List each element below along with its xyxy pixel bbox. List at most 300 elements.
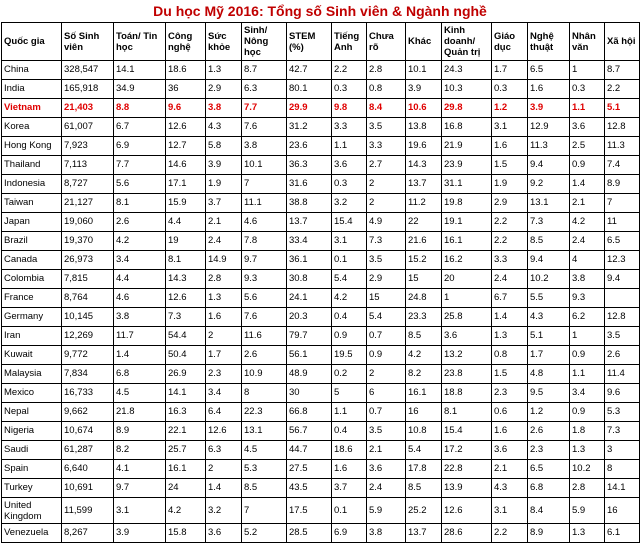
value-cell: 7.3 bbox=[605, 422, 640, 441]
value-cell: 16.1 bbox=[166, 460, 206, 479]
column-header: Công nghệ bbox=[166, 23, 206, 61]
column-header: Giáo dục bbox=[492, 23, 528, 61]
table-row bbox=[2, 156, 640, 175]
value-cell: 0.1 bbox=[332, 251, 367, 270]
country-cell: Nigeria bbox=[2, 422, 62, 441]
value-cell: 9.7 bbox=[242, 251, 287, 270]
table-header-row bbox=[2, 23, 640, 61]
value-cell: 1 bbox=[442, 289, 492, 308]
value-cell: 8.7 bbox=[242, 61, 287, 80]
country-cell: Korea bbox=[2, 118, 62, 137]
country-cell: Canada bbox=[2, 251, 62, 270]
value-cell: 7,113 bbox=[62, 156, 114, 175]
value-cell: 24.3 bbox=[442, 61, 492, 80]
value-cell: 6.5 bbox=[528, 460, 570, 479]
value-cell: 3.1 bbox=[332, 232, 367, 251]
value-cell: 1.8 bbox=[570, 422, 605, 441]
value-cell: 34.9 bbox=[114, 80, 166, 99]
value-cell: 14.1 bbox=[166, 384, 206, 403]
value-cell: 4.2 bbox=[166, 498, 206, 524]
value-cell: 4.4 bbox=[114, 270, 166, 289]
value-cell: 6,640 bbox=[62, 460, 114, 479]
value-cell: 4.1 bbox=[114, 460, 166, 479]
value-cell: 28.5 bbox=[287, 524, 332, 543]
value-cell: 16 bbox=[406, 403, 442, 422]
value-cell: 23.9 bbox=[442, 156, 492, 175]
country-cell: Brazil bbox=[2, 232, 62, 251]
value-cell: 3.4 bbox=[206, 384, 242, 403]
value-cell: 8,727 bbox=[62, 175, 114, 194]
value-cell: 1.6 bbox=[492, 422, 528, 441]
value-cell: 10.8 bbox=[406, 422, 442, 441]
value-cell: 56.7 bbox=[287, 422, 332, 441]
value-cell: 21.6 bbox=[406, 232, 442, 251]
country-cell: China bbox=[2, 61, 62, 80]
value-cell: 2.1 bbox=[367, 441, 406, 460]
value-cell: 24.8 bbox=[406, 289, 442, 308]
country-cell: Thailand bbox=[2, 156, 62, 175]
value-cell: 10,674 bbox=[62, 422, 114, 441]
value-cell: 4.3 bbox=[528, 308, 570, 327]
value-cell: 2.9 bbox=[206, 80, 242, 99]
value-cell: 23.3 bbox=[406, 308, 442, 327]
value-cell: 10,145 bbox=[62, 308, 114, 327]
value-cell: 2.6 bbox=[242, 346, 287, 365]
value-cell: 26,973 bbox=[62, 251, 114, 270]
value-cell: 1.1 bbox=[570, 99, 605, 118]
table-row bbox=[2, 175, 640, 194]
value-cell: 7 bbox=[605, 194, 640, 213]
value-cell: 15.9 bbox=[166, 194, 206, 213]
value-cell: 8.2 bbox=[114, 441, 166, 460]
value-cell: 31.1 bbox=[442, 175, 492, 194]
country-cell: India bbox=[2, 80, 62, 99]
value-cell: 5.4 bbox=[367, 308, 406, 327]
value-cell: 2 bbox=[367, 194, 406, 213]
value-cell: 3.6 bbox=[570, 118, 605, 137]
country-cell: Saudi bbox=[2, 441, 62, 460]
country-cell: Vietnam bbox=[2, 99, 62, 118]
value-cell: 2.8 bbox=[570, 479, 605, 498]
value-cell: 13.8 bbox=[406, 118, 442, 137]
value-cell: 3.5 bbox=[605, 327, 640, 346]
value-cell: 1.4 bbox=[206, 479, 242, 498]
column-header: Sức khỏe bbox=[206, 23, 242, 61]
value-cell: 6.8 bbox=[114, 365, 166, 384]
value-cell: 3.9 bbox=[206, 156, 242, 175]
value-cell: 16.8 bbox=[442, 118, 492, 137]
value-cell: 21.8 bbox=[114, 403, 166, 422]
value-cell: 2 bbox=[367, 365, 406, 384]
value-cell: 6.9 bbox=[332, 524, 367, 543]
value-cell: 0.9 bbox=[570, 156, 605, 175]
value-cell: 8.8 bbox=[114, 99, 166, 118]
value-cell: 12.9 bbox=[528, 118, 570, 137]
value-cell: 27.5 bbox=[287, 460, 332, 479]
value-cell: 10,691 bbox=[62, 479, 114, 498]
value-cell: 6.8 bbox=[528, 479, 570, 498]
country-cell: Turkey bbox=[2, 479, 62, 498]
value-cell: 23.6 bbox=[287, 137, 332, 156]
value-cell: 8 bbox=[605, 460, 640, 479]
value-cell: 21.9 bbox=[442, 137, 492, 156]
value-cell: 0.4 bbox=[332, 308, 367, 327]
column-header: Nhân văn bbox=[570, 23, 605, 61]
value-cell: 8.5 bbox=[406, 327, 442, 346]
value-cell: 2.3 bbox=[492, 384, 528, 403]
value-cell: 19.1 bbox=[442, 213, 492, 232]
value-cell: 14.3 bbox=[406, 156, 442, 175]
value-cell: 4.6 bbox=[242, 213, 287, 232]
value-cell: 11 bbox=[605, 213, 640, 232]
value-cell: 80.1 bbox=[287, 80, 332, 99]
value-cell: 79.7 bbox=[287, 327, 332, 346]
value-cell: 16.3 bbox=[166, 403, 206, 422]
table-row bbox=[2, 270, 640, 289]
value-cell: 1.3 bbox=[206, 61, 242, 80]
table-row bbox=[2, 251, 640, 270]
value-cell: 3.9 bbox=[406, 80, 442, 99]
value-cell: 1.3 bbox=[570, 441, 605, 460]
table-row bbox=[2, 308, 640, 327]
value-cell: 1.4 bbox=[492, 308, 528, 327]
value-cell: 0.1 bbox=[332, 498, 367, 524]
column-header: Chưa rõ bbox=[367, 23, 406, 61]
value-cell: 1.4 bbox=[570, 175, 605, 194]
value-cell: 30.8 bbox=[287, 270, 332, 289]
value-cell: 3.3 bbox=[367, 137, 406, 156]
value-cell: 8.5 bbox=[242, 479, 287, 498]
value-cell: 14.3 bbox=[166, 270, 206, 289]
value-cell: 0.6 bbox=[492, 403, 528, 422]
value-cell: 13.7 bbox=[406, 524, 442, 543]
value-cell: 14.9 bbox=[206, 251, 242, 270]
value-cell: 11.3 bbox=[528, 137, 570, 156]
value-cell: 36.1 bbox=[287, 251, 332, 270]
value-cell: 36 bbox=[166, 80, 206, 99]
value-cell: 7.3 bbox=[367, 232, 406, 251]
value-cell: 1.1 bbox=[570, 365, 605, 384]
value-cell: 14.1 bbox=[114, 61, 166, 80]
value-cell: 16 bbox=[605, 498, 640, 524]
value-cell: 61,007 bbox=[62, 118, 114, 137]
value-cell: 6.2 bbox=[570, 308, 605, 327]
value-cell: 12.8 bbox=[605, 308, 640, 327]
value-cell: 16.1 bbox=[406, 384, 442, 403]
value-cell: 6.3 bbox=[242, 80, 287, 99]
value-cell: 7,815 bbox=[62, 270, 114, 289]
value-cell: 3.5 bbox=[367, 118, 406, 137]
value-cell: 5.1 bbox=[605, 99, 640, 118]
students-table bbox=[1, 22, 640, 543]
table-row bbox=[2, 99, 640, 118]
value-cell: 19,370 bbox=[62, 232, 114, 251]
value-cell: 7.3 bbox=[166, 308, 206, 327]
value-cell: 15 bbox=[406, 270, 442, 289]
value-cell: 33.4 bbox=[287, 232, 332, 251]
table-row bbox=[2, 232, 640, 251]
value-cell: 3.6 bbox=[492, 441, 528, 460]
country-cell: Germany bbox=[2, 308, 62, 327]
value-cell: 1.1 bbox=[332, 137, 367, 156]
value-cell: 23.8 bbox=[442, 365, 492, 384]
value-cell: 18.8 bbox=[442, 384, 492, 403]
value-cell: 1.4 bbox=[114, 346, 166, 365]
table-row bbox=[2, 441, 640, 460]
value-cell: 8.1 bbox=[166, 251, 206, 270]
value-cell: 2.2 bbox=[492, 232, 528, 251]
value-cell: 2.2 bbox=[605, 80, 640, 99]
value-cell: 9.3 bbox=[570, 289, 605, 308]
country-cell: Venezuela bbox=[2, 524, 62, 543]
table-row bbox=[2, 327, 640, 346]
value-cell: 3.6 bbox=[332, 156, 367, 175]
column-header: Khác bbox=[406, 23, 442, 61]
value-cell: 2.4 bbox=[492, 270, 528, 289]
value-cell: 19 bbox=[166, 232, 206, 251]
value-cell: 1.7 bbox=[528, 346, 570, 365]
value-cell: 19.5 bbox=[332, 346, 367, 365]
value-cell: 5.4 bbox=[406, 441, 442, 460]
value-cell: 29.9 bbox=[287, 99, 332, 118]
value-cell: 54.4 bbox=[166, 327, 206, 346]
value-cell: 17.5 bbox=[287, 498, 332, 524]
value-cell: 6.7 bbox=[114, 118, 166, 137]
value-cell: 31.6 bbox=[287, 175, 332, 194]
value-cell: 0.9 bbox=[332, 327, 367, 346]
value-cell: 22.3 bbox=[242, 403, 287, 422]
value-cell: 165,918 bbox=[62, 80, 114, 99]
value-cell: 2.8 bbox=[206, 270, 242, 289]
value-cell: 0.3 bbox=[332, 80, 367, 99]
value-cell: 12,269 bbox=[62, 327, 114, 346]
table-row bbox=[2, 80, 640, 99]
value-cell: 328,547 bbox=[62, 61, 114, 80]
value-cell: 8.4 bbox=[367, 99, 406, 118]
column-header: Toán/ Tin học bbox=[114, 23, 166, 61]
table-row bbox=[2, 365, 640, 384]
value-cell: 0.9 bbox=[570, 403, 605, 422]
value-cell: 8,267 bbox=[62, 524, 114, 543]
value-cell: 43.5 bbox=[287, 479, 332, 498]
value-cell: 3.7 bbox=[206, 194, 242, 213]
value-cell: 11.3 bbox=[605, 137, 640, 156]
value-cell: 15.4 bbox=[332, 213, 367, 232]
value-cell: 13.2 bbox=[442, 346, 492, 365]
value-cell: 3.8 bbox=[570, 270, 605, 289]
value-cell: 11.6 bbox=[242, 327, 287, 346]
value-cell: 9.4 bbox=[528, 251, 570, 270]
value-cell: 6 bbox=[367, 384, 406, 403]
value-cell: 1.6 bbox=[206, 308, 242, 327]
value-cell: 6.4 bbox=[206, 403, 242, 422]
value-cell: 22 bbox=[406, 213, 442, 232]
value-cell: 7,834 bbox=[62, 365, 114, 384]
country-cell: Taiwan bbox=[2, 194, 62, 213]
value-cell: 1.9 bbox=[492, 175, 528, 194]
value-cell: 24 bbox=[166, 479, 206, 498]
value-cell: 29.8 bbox=[442, 99, 492, 118]
value-cell: 61,287 bbox=[62, 441, 114, 460]
value-cell: 9.7 bbox=[114, 479, 166, 498]
value-cell: 15.4 bbox=[442, 422, 492, 441]
value-cell: 2.9 bbox=[492, 194, 528, 213]
value-cell: 19,060 bbox=[62, 213, 114, 232]
value-cell: 4.6 bbox=[114, 289, 166, 308]
value-cell: 42.7 bbox=[287, 61, 332, 80]
value-cell: 0.7 bbox=[367, 403, 406, 422]
value-cell: 2.3 bbox=[528, 441, 570, 460]
column-header: Quốc gia bbox=[2, 23, 62, 61]
value-cell: 7.6 bbox=[242, 118, 287, 137]
value-cell: 2 bbox=[206, 460, 242, 479]
value-cell: 6.7 bbox=[492, 289, 528, 308]
value-cell: 24.1 bbox=[287, 289, 332, 308]
value-cell: 3.8 bbox=[242, 137, 287, 156]
value-cell: 10.1 bbox=[406, 61, 442, 80]
value-cell: 10.1 bbox=[242, 156, 287, 175]
value-cell: 15.2 bbox=[406, 251, 442, 270]
value-cell: 3.3 bbox=[492, 251, 528, 270]
value-cell: 13.7 bbox=[287, 213, 332, 232]
value-cell: 12.3 bbox=[605, 251, 640, 270]
value-cell: 2.9 bbox=[367, 270, 406, 289]
value-cell: 2.4 bbox=[570, 232, 605, 251]
value-cell: 7.6 bbox=[242, 308, 287, 327]
value-cell: 8.4 bbox=[528, 498, 570, 524]
value-cell: 0.2 bbox=[332, 365, 367, 384]
table-row bbox=[2, 403, 640, 422]
value-cell: 2.2 bbox=[492, 524, 528, 543]
table-row bbox=[2, 194, 640, 213]
value-cell: 8.2 bbox=[406, 365, 442, 384]
column-header: Số Sinh viên bbox=[62, 23, 114, 61]
value-cell: 8 bbox=[242, 384, 287, 403]
value-cell: 3.6 bbox=[442, 327, 492, 346]
value-cell: 8.1 bbox=[114, 194, 166, 213]
value-cell: 1.7 bbox=[206, 346, 242, 365]
value-cell: 12.6 bbox=[206, 422, 242, 441]
value-cell: 4.3 bbox=[492, 479, 528, 498]
value-cell: 6.3 bbox=[206, 441, 242, 460]
country-cell: United Kingdom bbox=[2, 498, 62, 524]
value-cell: 3.1 bbox=[492, 498, 528, 524]
column-header: Sinh/ Nông học bbox=[242, 23, 287, 61]
table-row bbox=[2, 422, 640, 441]
value-cell: 5.6 bbox=[242, 289, 287, 308]
value-cell: 12.6 bbox=[166, 289, 206, 308]
value-cell: 2 bbox=[206, 327, 242, 346]
value-cell: 15 bbox=[367, 289, 406, 308]
page-title: Du học Mỹ 2016: Tổng số Sinh viên & Ngành nghề bbox=[153, 3, 487, 19]
value-cell: 17.2 bbox=[442, 441, 492, 460]
value-cell: 8.7 bbox=[605, 61, 640, 80]
value-cell: 16.2 bbox=[442, 251, 492, 270]
value-cell: 3.4 bbox=[570, 384, 605, 403]
value-cell: 3.6 bbox=[206, 524, 242, 543]
value-cell: 2.1 bbox=[206, 213, 242, 232]
value-cell: 7.8 bbox=[242, 232, 287, 251]
value-cell: 20.3 bbox=[287, 308, 332, 327]
value-cell: 10.9 bbox=[242, 365, 287, 384]
value-cell: 3.2 bbox=[332, 194, 367, 213]
value-cell: 3.3 bbox=[332, 118, 367, 137]
value-cell: 11.7 bbox=[114, 327, 166, 346]
value-cell: 2.4 bbox=[206, 232, 242, 251]
value-cell: 4.2 bbox=[570, 213, 605, 232]
value-cell: 2.7 bbox=[367, 156, 406, 175]
value-cell: 21,403 bbox=[62, 99, 114, 118]
value-cell: 30 bbox=[287, 384, 332, 403]
column-header: Tiếng Anh bbox=[332, 23, 367, 61]
country-cell: Iran bbox=[2, 327, 62, 346]
value-cell: 3.8 bbox=[367, 524, 406, 543]
country-cell: Mexico bbox=[2, 384, 62, 403]
value-cell: 9,662 bbox=[62, 403, 114, 422]
country-cell: Hong Kong bbox=[2, 137, 62, 156]
value-cell: 9.6 bbox=[605, 384, 640, 403]
column-header: Xã hội bbox=[605, 23, 640, 61]
value-cell: 3.7 bbox=[332, 479, 367, 498]
value-cell: 3.5 bbox=[367, 251, 406, 270]
value-cell: 7.3 bbox=[528, 213, 570, 232]
value-cell: 12.8 bbox=[605, 118, 640, 137]
value-cell: 1.5 bbox=[492, 365, 528, 384]
value-cell: 11.2 bbox=[406, 194, 442, 213]
value-cell: 5.8 bbox=[206, 137, 242, 156]
value-cell: 3.4 bbox=[114, 251, 166, 270]
country-cell: Indonesia bbox=[2, 175, 62, 194]
value-cell: 13.1 bbox=[528, 194, 570, 213]
value-cell: 0.4 bbox=[332, 422, 367, 441]
value-cell: 2.2 bbox=[332, 61, 367, 80]
value-cell: 13.9 bbox=[442, 479, 492, 498]
value-cell: 7 bbox=[242, 175, 287, 194]
value-cell: 22.1 bbox=[166, 422, 206, 441]
column-header: Nghệ thuật bbox=[528, 23, 570, 61]
value-cell: 31.2 bbox=[287, 118, 332, 137]
value-cell: 19.8 bbox=[442, 194, 492, 213]
value-cell: 10.3 bbox=[442, 80, 492, 99]
table-row bbox=[2, 289, 640, 308]
value-cell: 2.1 bbox=[570, 194, 605, 213]
value-cell: 0.9 bbox=[367, 346, 406, 365]
value-cell: 7.7 bbox=[242, 99, 287, 118]
value-cell: 3.9 bbox=[114, 524, 166, 543]
country-cell: Kuwait bbox=[2, 346, 62, 365]
value-cell: 21,127 bbox=[62, 194, 114, 213]
value-cell: 25.2 bbox=[406, 498, 442, 524]
table-row bbox=[2, 479, 640, 498]
table-row bbox=[2, 524, 640, 543]
value-cell: 1.6 bbox=[332, 460, 367, 479]
value-cell: 6.5 bbox=[605, 232, 640, 251]
table-row bbox=[2, 213, 640, 232]
value-cell: 2.3 bbox=[206, 365, 242, 384]
value-cell: 5.6 bbox=[114, 175, 166, 194]
value-cell: 4 bbox=[570, 251, 605, 270]
value-cell: 7,923 bbox=[62, 137, 114, 156]
value-cell: 66.8 bbox=[287, 403, 332, 422]
value-cell: 1.9 bbox=[206, 175, 242, 194]
table-row bbox=[2, 460, 640, 479]
value-cell: 3.9 bbox=[528, 99, 570, 118]
value-cell: 19.6 bbox=[406, 137, 442, 156]
value-cell: 5.9 bbox=[367, 498, 406, 524]
value-cell: 2 bbox=[367, 175, 406, 194]
value-cell: 1 bbox=[570, 61, 605, 80]
column-header: Kinh doanh/ Quản trị bbox=[442, 23, 492, 61]
